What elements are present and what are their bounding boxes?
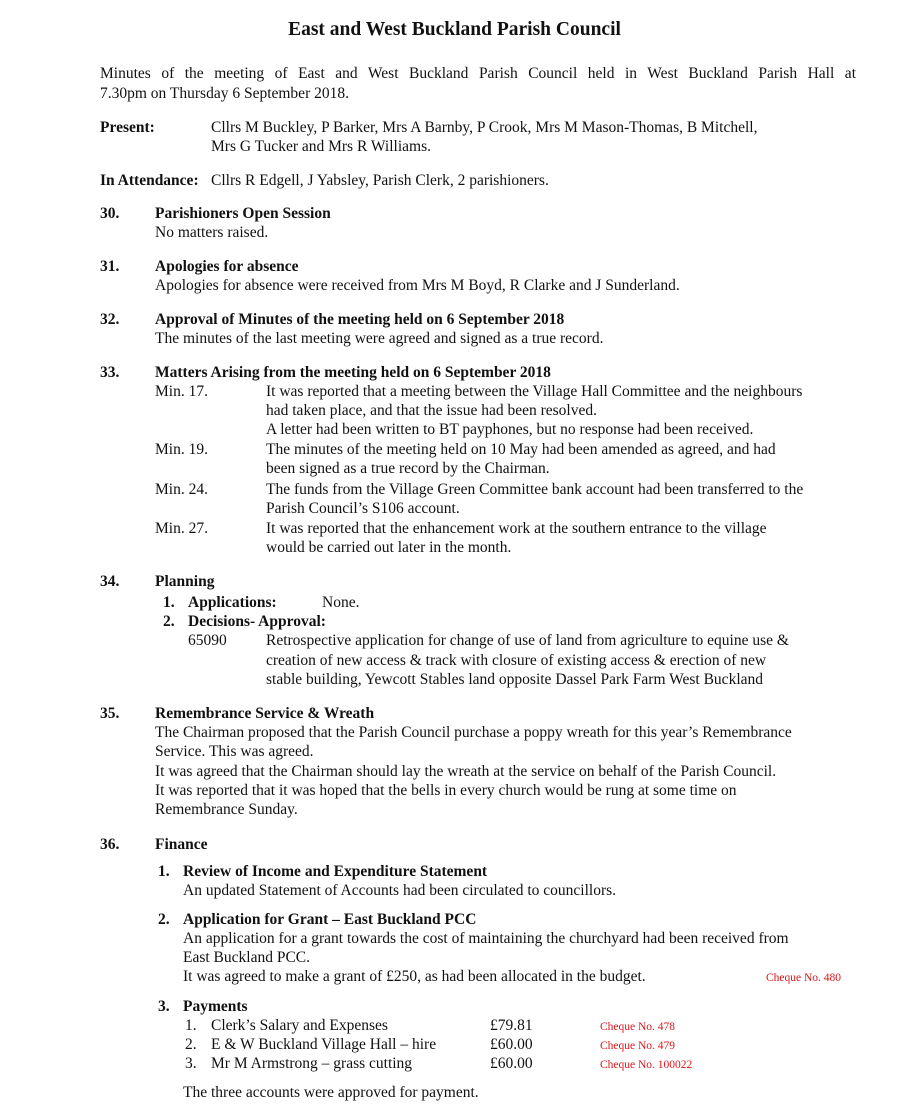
- sub-number: 2.: [158, 911, 170, 928]
- present-line-1: Cllrs M Buckley, P Barker, Mrs A Barnby, P Crook, Mrs M Mason-Thomas, B Mitchell,: [211, 119, 758, 136]
- applications-value: None.: [322, 594, 360, 611]
- item-line: The Chairman proposed that the Parish Council purchase a poppy wreath for this year’s Remembrance: [155, 724, 792, 741]
- sub-body: An updated Statement of Accounts had been circulated to councillors.: [183, 882, 617, 899]
- min-line: been signed as a true record by the Chairman.: [266, 460, 550, 477]
- sub-heading: Application for Grant – East Buckland PCC: [183, 911, 477, 928]
- planning-line: Retrospective application for change of use of land from agriculture to equine use &: [266, 632, 789, 649]
- item-heading: Remembrance Service & Wreath: [155, 705, 375, 722]
- min-line: had taken place, and that the issue had been resolved.: [266, 402, 597, 419]
- min-line: Parish Council’s S106 account.: [266, 500, 460, 517]
- item-line: It was agreed that the Chairman should lay the wreath at the service on behalf of the Parish Council.: [155, 763, 777, 780]
- min-line: The funds from the Village Green Committee bank account had been transferred to the: [266, 481, 804, 498]
- payment-amount: £60.00: [490, 1055, 533, 1072]
- item-number: 35.: [100, 705, 120, 722]
- payment-number: 1.: [185, 1017, 197, 1034]
- item-number: 31.: [100, 258, 120, 275]
- attendance-label: In Attendance:: [100, 172, 199, 189]
- applications-label: Applications:: [188, 594, 277, 611]
- sub-line: It was agreed to make a grant of £250, as had been allocated in the budget.: [183, 968, 646, 985]
- cheque-annotation: Cheque No. 100022: [600, 1059, 693, 1071]
- planning-ref: 65090: [188, 632, 227, 649]
- payment-description: E & W Buckland Village Hall – hire: [211, 1036, 437, 1053]
- payment-description: Mr M Armstrong – grass cutting: [211, 1055, 413, 1072]
- sub-heading: Payments: [183, 998, 248, 1015]
- attendance-text: Cllrs R Edgell, J Yabsley, Parish Clerk, 2 parishioners.: [211, 172, 549, 189]
- item-body: Apologies for absence were received from Mrs M Boyd, R Clarke and J Sunderland.: [155, 277, 680, 294]
- intro-line-2: 7.30pm on Thursday 6 September 2018.: [100, 85, 349, 102]
- item-body: The minutes of the last meeting were agreed and signed as a true record.: [155, 330, 604, 347]
- cheque-annotation: Cheque No. 479: [600, 1040, 676, 1052]
- sub-number: 1.: [158, 863, 170, 880]
- payment-description: Clerk’s Salary and Expenses: [211, 1017, 388, 1034]
- decisions-label: Decisions- Approval:: [188, 613, 326, 630]
- min-line: The minutes of the meeting held on 10 May had been amended as agreed, and had: [266, 441, 776, 458]
- payments-footer: The three accounts were approved for payment.: [183, 1084, 479, 1101]
- item-heading: Finance: [155, 836, 208, 853]
- min-line: It was reported that the enhancement work at the southern entrance to the village: [266, 520, 767, 537]
- sub-heading: Review of Income and Expenditure Statement: [183, 863, 488, 880]
- min-line: would be carried out later in the month.: [266, 539, 512, 556]
- item-heading: Apologies for absence: [155, 258, 299, 275]
- min-label: Min. 19.: [155, 441, 208, 458]
- payment-number: 3.: [185, 1055, 197, 1072]
- payment-amount: £79.81: [490, 1017, 533, 1034]
- item-line: It was reported that it was hoped that the bells in every church would be rung at some time on: [155, 782, 737, 799]
- cheque-annotation: Cheque No. 480: [766, 972, 842, 984]
- item-number: 36.: [100, 836, 120, 853]
- item-heading: Approval of Minutes of the meeting held on 6 September 2018: [155, 311, 565, 328]
- present-label: Present:: [100, 119, 155, 136]
- planning-line: creation of new access & track with closure of existing access & erection of new: [266, 652, 767, 669]
- payment-number: 2.: [185, 1036, 197, 1053]
- min-line: A letter had been written to BT payphones, but no response had been received.: [266, 421, 754, 438]
- item-heading: Parishioners Open Session: [155, 205, 331, 222]
- item-line: Remembrance Sunday.: [155, 801, 298, 818]
- item-body: No matters raised.: [155, 224, 269, 241]
- item-number: 32.: [100, 311, 120, 328]
- sub-line: An application for a grant towards the cost of maintaining the churchyard had been received from: [183, 930, 789, 947]
- planning-line: stable building, Yewcott Stables land opposite Dassel Park Farm West Buckland: [266, 671, 763, 688]
- item-heading: Matters Arising from the meeting held on 6 September 2018: [155, 364, 551, 381]
- sub-line: East Buckland PCC.: [183, 949, 311, 966]
- item-number: 30.: [100, 205, 120, 222]
- intro-line-1: Minutes of the meeting of East and West Buckland Parish Council held in West Buckland Parish Hall at: [100, 65, 856, 82]
- item-line: Service. This was agreed.: [155, 743, 314, 760]
- min-label: Min. 27.: [155, 520, 208, 537]
- cheque-annotation: Cheque No. 478: [600, 1021, 676, 1033]
- item-heading: Planning: [155, 573, 215, 590]
- item-number: 33.: [100, 364, 120, 381]
- sub-number: 3.: [158, 998, 170, 1015]
- page-title: East and West Buckland Parish Council: [288, 19, 621, 40]
- present-line-2: Mrs G Tucker and Mrs R Williams.: [211, 138, 431, 155]
- payment-amount: £60.00: [490, 1036, 533, 1053]
- min-line: It was reported that a meeting between the Village Hall Committee and the neighbours: [266, 383, 803, 400]
- min-label: Min. 24.: [155, 481, 208, 498]
- min-label: Min. 17.: [155, 383, 208, 400]
- list-number: 1.: [163, 594, 175, 611]
- list-number: 2.: [163, 613, 175, 630]
- item-number: 34.: [100, 573, 120, 590]
